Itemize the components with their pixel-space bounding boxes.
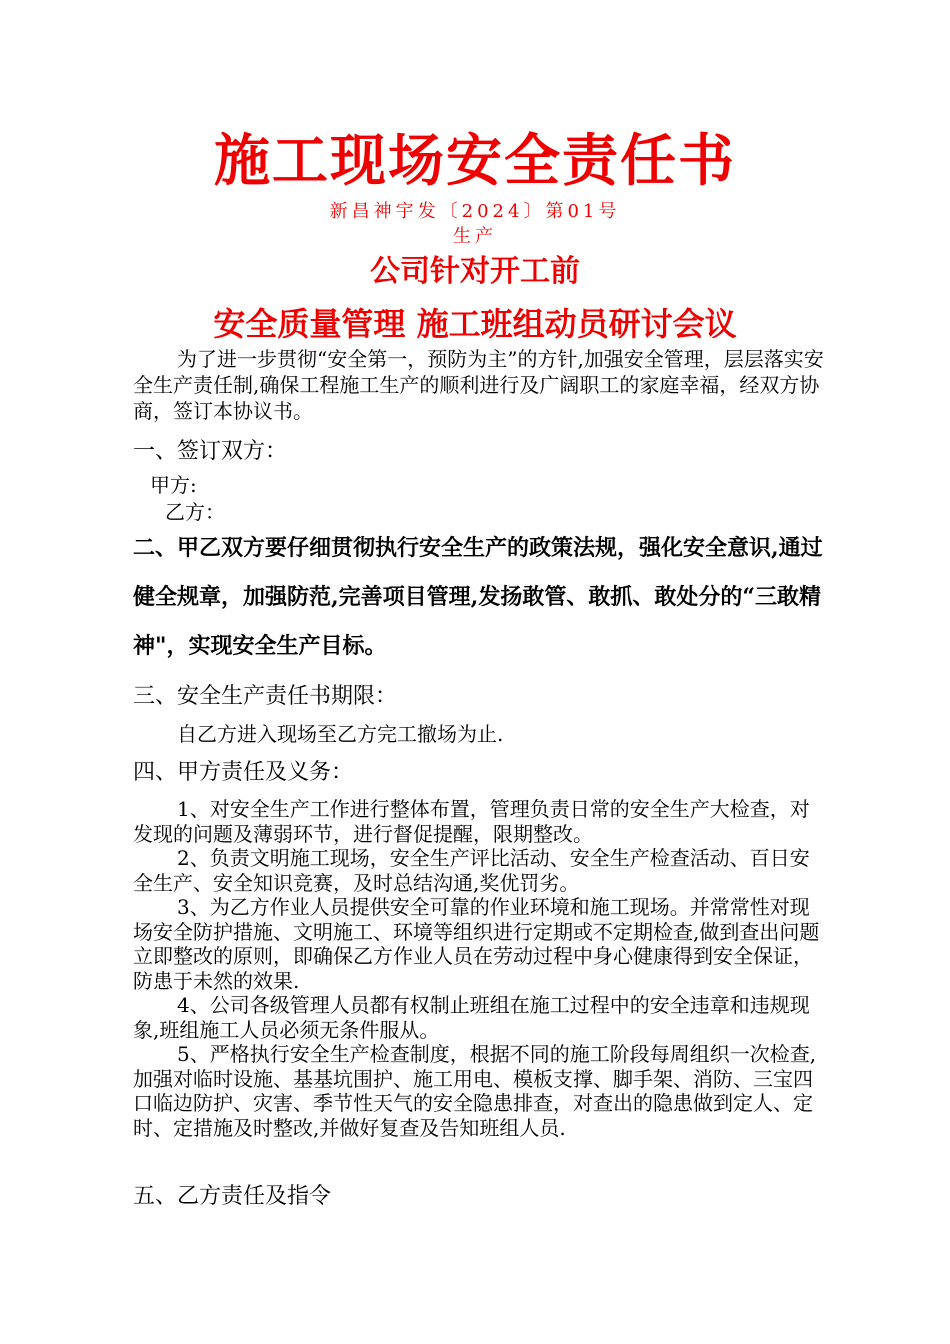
document-number: 新昌神宇发〔2024〕第01号 <box>329 201 621 222</box>
subtitle-secondary: 安全质量管理 施工班组动员研讨会议 <box>213 305 737 343</box>
duty-item: 5、严格执行安全生产检查制度，根据不同的施工阶段每周组织一次检查,加强对临时设施、基基坑围护、施工用电、模板支撑、脚手架、消防、三宝四口临边防护、灾害、季节性天气的安全隐患排查，对查出的隐患做到定人、定时、定措施及时整改,并做好复查及告知班组人员. <box>133 1042 817 1140</box>
document-title: 施工现场安全责任书 <box>214 128 736 194</box>
section2-paragraph: 二、甲乙双方要仔细贯彻执行安全生产的政策法规，强化安全意识,通过健全规章，加强防范,完善项目管理,发扬敢管、敢抓、敢处分的“三敢精神"，实现安全生产目标。 <box>133 535 823 659</box>
section3-text: 自乙方进入现场至乙方完工撤场为止. <box>177 722 504 746</box>
duty-item: 3、为乙方作业人员提供安全可靠的作业环境和施工现场。并常常性对现场安全防护措施、文明施工、环境等组织进行定期或不定期检查,做到查出问题立即整改的原则，即确保乙方作业人员在劳动过程中身心健康得到安全保证，防患于未然的效果. <box>133 895 820 993</box>
duty-item: 4、公司各级管理人员都有权制止班组在施工过程中的安全违章和违规现象,班组施工人员必须无条件服从。 <box>133 993 810 1042</box>
duty-item: 1、对安全生产工作进行整体布置，管理负责日常的安全生产大检查，对发现的问题及薄弱环节，进行督促提醒，限期整改。 <box>133 797 810 846</box>
intro-paragraph: 为了进一步贯彻“安全第一，预防为主”的方针,加强安全管理，层层落实安全生产责任制,确保工程施工生产的顺利进行及广阔职工的家庭幸福，经双方协商，签订本协议书。 <box>133 347 824 423</box>
section1-heading: 一、签订双方： <box>133 439 288 464</box>
duty-item: 2、负责文明施工现场，安全生产评比活动、安全生产检查活动、百日安全生产、安全知识竞赛，及时总结沟通,奖优罚劣。 <box>133 846 810 895</box>
section4-heading: 四、甲方责任及义务： <box>133 760 354 785</box>
party-a-label: 甲方: <box>150 473 197 497</box>
document-category: 生产 <box>453 226 497 247</box>
section3-heading: 三、安全生产责任书期限： <box>133 684 398 709</box>
section5-heading: 五、乙方责任及指令 <box>133 1184 332 1209</box>
party-b-label: 乙方： <box>165 500 225 524</box>
subtitle-primary: 公司针对开工前 <box>370 254 580 289</box>
